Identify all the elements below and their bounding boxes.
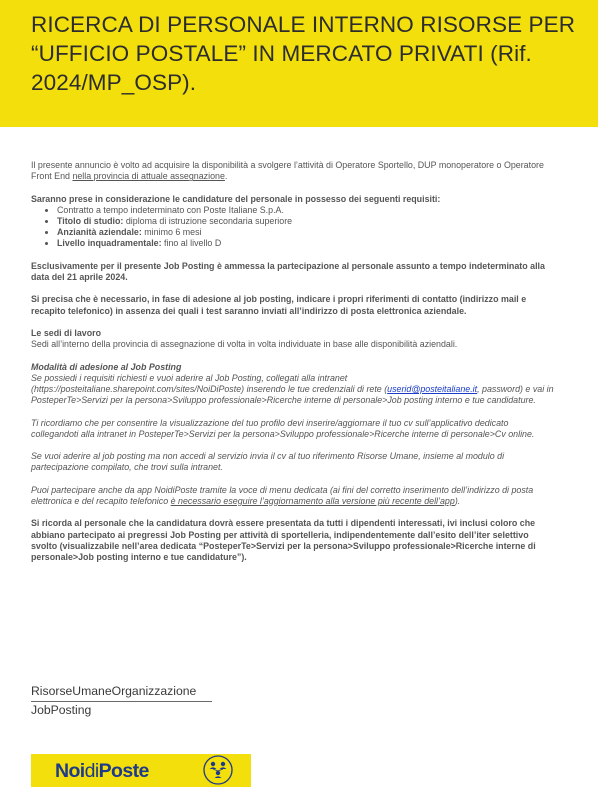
intro-end: . (224, 171, 228, 182)
app-note-paragraph (31, 485, 556, 507)
page-title: RICERCA DI PERSONALE INTERNO RISORSE PER “UFFICIO POSTALE” IN MERCATO PRIVATI (Rif. 2024/MP_OSP). (31, 12, 576, 95)
signature-line-2: JobPosting (31, 703, 92, 717)
logo-word-di: di (84, 760, 99, 782)
requirements-heading: Saranno prese in considerazione le candidature del personale in possesso dei seguenti requisiti: (31, 193, 441, 204)
modalities-text: Se possiedi i requisiti richiesti e vuoi aderire al Job Posting, collegati alla intranet (https://posteitaliane.sharepoint.com/sites/NoiDiPoste) inserendo le tue credenziali di rete ( (31, 372, 388, 394)
signature-line-1: RisorseUmaneOrganizzazione (31, 684, 197, 698)
signature-divider (31, 701, 212, 702)
no-access-note-paragraph: Se vuoi aderire al job posting ma non accedi al servizio invia il cv al tuo riferimento Risorse Umane, insieme al modulo di partecipazione compilato, che trovi sulla intranet. (31, 451, 505, 473)
logo-word-poste: Poste (98, 760, 149, 782)
exclusive-paragraph: Esclusivamente per il presente Job Posting è ammessa la partecipazione al personale assunto a tempo indeterminato alla data del 21 aprile 2024. (31, 260, 545, 282)
requirement-label: Livello inquadramentale: (57, 238, 162, 249)
requirement-value: Contratto a tempo indeterminato con Poste Italiane S.p.A. (57, 204, 284, 215)
requirements-section (31, 194, 556, 250)
requirement-item (57, 238, 556, 249)
requirement-label: Titolo di studio: (57, 216, 124, 226)
intro-text: Il presente annuncio è volto ad acquisire la disponibilità a svolgere l’attività di Operatore Sportello, DUP monoperatore o Operatore Front End (31, 160, 544, 182)
profile-note-paragraph: Ti ricordiamo che per consentire la visualizzazione del tuo profilo devi inserire/aggiornare il tuo cv sull’applicativo dedicato collegandoti alla intranet in PosteperTe>Servizi per la persona>Sviluppo professionale>Ricerche interne di personale>Cv online. (31, 417, 535, 439)
requirement-value: minimo 6 mesi (141, 227, 202, 238)
intro-paragraph (31, 160, 556, 182)
requirements-list (31, 205, 556, 250)
modalities-section (31, 362, 556, 407)
people-network-icon (203, 755, 233, 785)
requirement-value: diploma di istruzione secondaria superiore (123, 216, 293, 226)
logo-wordmark (55, 760, 149, 783)
locations-text: Sedi all’interno della provincia di assegnazione di volta in volta individuate in base alle disponibilità aziendali. (31, 339, 458, 350)
header-banner (0, 0, 598, 127)
requirement-item (57, 227, 556, 238)
requirement-item (57, 216, 556, 227)
final-note-paragraph: Si ricorda al personale che la candidatura dovrà essere presentata da tutti i dipendenti interessati, ivi inclusi coloro che abbiano partecipato ai pregressi Job Posting per attività di sportelleria, indipendentemente dall’esito dell’iter selettivo svolto (visualizzabile nell’area dedicata “PosteperTe>Servizi per la persona>Sviluppo professionale>Ricerche interne di personale>Job posting interno e tue candidature”). (31, 518, 536, 562)
modalities-text-continued: , password) e vai in PosteperTe>Servizi per la persona>Sviluppo professionale>Ricerche interne di personale>Job posting interno e tue candidature. (31, 383, 554, 406)
requirement-value: fino al livello D (161, 238, 222, 249)
locations-heading: Le sedi di lavoro (31, 327, 102, 338)
announcement-body (31, 160, 556, 574)
intro-underlined-text: nella provincia di attuale assegnazione (72, 171, 225, 182)
locations-section (31, 328, 556, 350)
app-note-end: ). (454, 495, 461, 506)
logo-word-noi: Noi (55, 760, 85, 782)
contact-note-paragraph: Si precisa che è necessario, in fase di adesione al job posting, indicare i propri riferimenti di contatto (indirizzo mail e recapito telefonico) in assenza dei quali i test saranno inviati all’indirizzo di posta elettronica aziendale. (31, 294, 527, 316)
noidiposte-logo (31, 754, 251, 787)
modalities-heading: Modalità di adesione al Job Posting (31, 361, 182, 372)
app-note-text: Puoi partecipare anche da app NoidiPoste tramite la voce di menu dedicata (ai fini del corretto inserimento dell’indirizzo di posta elettronica e del recapito telefonico (31, 484, 534, 506)
app-note-underlined-text: è necessario eseguire l’aggiornamento alla versione più recente dell’app (170, 495, 455, 506)
userid-email-link[interactable]: userid@posteitaliane.it (387, 383, 478, 394)
requirement-label: Anzianità aziendale: (57, 227, 142, 238)
requirement-item (57, 205, 556, 216)
